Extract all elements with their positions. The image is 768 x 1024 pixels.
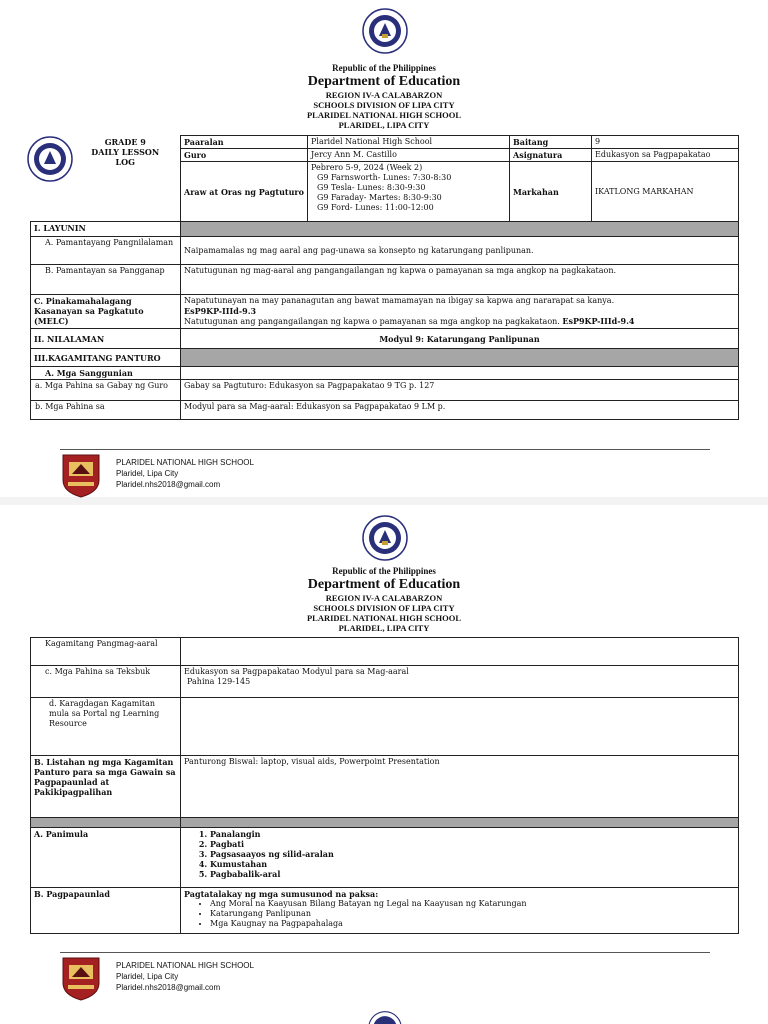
department-title: Department of Education xyxy=(307,577,461,592)
footer-divider xyxy=(60,449,710,450)
teksbuk-line1: Edukasyon sa Pagpapakatao Modyul para sa Mag-aaral xyxy=(184,667,409,676)
schedule-week: Pebrero 5-9, 2024 (Week 2) xyxy=(311,163,423,172)
gray-band xyxy=(181,222,739,237)
document-page-2 xyxy=(0,505,768,1024)
karagdagan-label: d. Karagdagan Kagamitan mula sa Portal ng Learning Resource xyxy=(31,698,181,756)
melc-line1: Napatutunayan na may pananagutan ang bawat mamamayan na ibigay sa kapwa ang nararapat sa kanya. xyxy=(184,296,615,305)
schedule-line: G9 Tesla- Lunes: 8:30-9:30 xyxy=(317,183,426,192)
division-text: SCHOOLS DIVISION OF LIPA CITY xyxy=(313,100,455,110)
next-page-seal-partial xyxy=(368,1011,402,1024)
pahina-label: b. Mga Pahina sa xyxy=(31,401,181,420)
letterhead xyxy=(0,565,768,633)
schedule-line: G9 Faraday- Martes: 8:30-9:30 xyxy=(317,193,442,202)
asignatura-label: Asignatura xyxy=(510,149,592,162)
nilalaman-value: Modyul 9: Katarungang Panlipunan xyxy=(181,329,739,349)
melc-line2: Natutugunan ang pangangailangan ng kapwa o pamayanan sa mga angkop na pagkakataon. xyxy=(184,317,560,326)
listahan-label: B. Listahan ng mga Kagamitan Panturo para sa mga Gawain sa Pagpapaunlad at Pakikipagpalihan xyxy=(31,756,181,818)
gray-band xyxy=(181,349,739,367)
paaralan-label: Paaralan xyxy=(181,136,308,149)
list-item: 3. Pagsasaayos ng silid-aralan xyxy=(210,849,735,859)
paaralan-value: Plaridel National High School xyxy=(308,136,510,149)
address-text: PLARIDEL, LIPA CITY xyxy=(338,120,430,130)
araw-label: Araw at Oras ng Pagtuturo xyxy=(181,162,308,222)
footer-email[interactable]: Plaridel.nhs2018@gmail.com xyxy=(116,480,221,489)
title-block-cell xyxy=(31,136,181,222)
baitang-value: 9 xyxy=(592,136,739,149)
region-text: REGION IV-A CALABARZON xyxy=(325,90,443,100)
school-footer xyxy=(60,452,360,502)
markahan-label: Markahan xyxy=(510,162,592,222)
lesson-log-table-page1 xyxy=(30,135,739,420)
nilalaman-label: II. NILALAMAN xyxy=(31,329,181,349)
school-text: PLARIDEL NATIONAL HIGH SCHOOL xyxy=(306,110,462,120)
gray-band xyxy=(31,818,181,828)
deped-seal-icon xyxy=(368,1011,402,1024)
letterhead xyxy=(0,62,768,130)
teksbuk-line2: Pahina 129-145 xyxy=(187,677,251,686)
list-item: 5. Pagbabalik-aral xyxy=(210,869,735,879)
footer-school: PLARIDEL NATIONAL HIGH SCHOOL xyxy=(116,961,254,970)
list-item: • Katarungang Panlipunan xyxy=(210,909,735,919)
department-title: Department of Education xyxy=(307,74,461,89)
footer-school: PLARIDEL NATIONAL HIGH SCHOOL xyxy=(116,458,254,467)
republic-text: Republic of the Philippines xyxy=(332,63,436,73)
deped-seal-icon xyxy=(362,515,408,561)
listahan-value: Panturong Biswal: laptop, visual aids, Powerpoint Presentation xyxy=(181,756,739,818)
school-logo-icon xyxy=(60,955,102,1001)
melc-code2: EsP9KP-IIId-9.4 xyxy=(562,316,635,326)
sanggunian-label: A. Mga Sanggunian xyxy=(31,367,181,380)
grade-label: GRADE 9 xyxy=(104,136,146,147)
school-footer xyxy=(60,955,360,1005)
pamantayang-label: A. Pamantayang Pangnilalaman xyxy=(31,237,181,265)
list-item: 4. Kumustahan xyxy=(210,859,735,869)
guro-label: Guro xyxy=(181,149,308,162)
araw-value xyxy=(308,162,510,222)
log-label: LOG xyxy=(115,156,135,167)
melc-value xyxy=(181,295,739,329)
melc-label: C. Pinakamahalagang Kasanayan sa Pagkatuto (MELC) xyxy=(31,295,181,329)
schedule-line: G9 Ford- Lunes: 11:00-12:00 xyxy=(317,203,434,212)
pamantayang-value: Naipamamalas ng mag aaral ang pag-unawa sa konsepto ng katarungang panlipunan. xyxy=(181,237,739,265)
division-text: SCHOOLS DIVISION OF LIPA CITY xyxy=(313,603,455,613)
melc-code1: EsP9KP-IIId-9.3 xyxy=(184,306,257,316)
deped-seal-small-icon xyxy=(27,136,73,182)
pagpapaunlad-list xyxy=(184,899,735,929)
empty-cell xyxy=(181,367,739,380)
guro-value: Jercy Ann M. Castillo xyxy=(308,149,510,162)
school-text: PLARIDEL NATIONAL HIGH SCHOOL xyxy=(306,613,462,623)
empty-cell xyxy=(181,638,739,666)
address-text: PLARIDEL, LIPA CITY xyxy=(338,623,430,633)
school-logo-icon xyxy=(60,452,102,498)
list-item: 2. Pagbati xyxy=(210,839,735,849)
pagpapaunlad-value xyxy=(181,888,739,934)
pagpapaunlad-heading: Pagtatalakay ng mga sumusunod na paksa: xyxy=(184,889,379,899)
footer-city: Plaridel, Lipa City xyxy=(116,469,179,478)
asignatura-value: Edukasyon sa Pagpapakatao xyxy=(592,149,739,162)
layunin-label: I. LAYUNIN xyxy=(31,222,181,237)
footer-divider xyxy=(60,952,710,953)
markahan-value: IKATLONG MARKAHAN xyxy=(592,162,739,222)
list-item: • Mga Kaugnay na Pagpapahalaga xyxy=(210,919,735,929)
pamantayan-pag-label: B. Pamantayan sa Pangganap xyxy=(31,265,181,295)
baitang-label: Baitang xyxy=(510,136,592,149)
teksbuk-label: c. Mga Pahina sa Teksbuk xyxy=(31,666,181,698)
pahina-value: Modyul para sa Mag-aaral: Edukasyon sa Pagpapakatao 9 LM p. xyxy=(181,401,739,420)
teksbuk-value xyxy=(181,666,739,698)
deped-seal-icon xyxy=(362,8,408,54)
gabay-value: Gabay sa Pagtuturo: Edukasyon sa Pagpapakatao 9 TG p. 127 xyxy=(181,380,739,401)
panimula-list xyxy=(184,829,735,879)
lesson-log-table-page2 xyxy=(30,637,739,934)
panimula-label: A. Panimula xyxy=(31,828,181,888)
list-item: 1. Panalangin xyxy=(210,829,735,839)
footer-city: Plaridel, Lipa City xyxy=(116,972,179,981)
pagpapaunlad-label: B. Pagpapaunlad xyxy=(31,888,181,934)
pamantayan-pag-value: Natutugunan ng mag-aaral ang pangangailangan ng kapwa o pamayanan sa mga angkop na pagkakataon. xyxy=(181,265,739,295)
empty-cell xyxy=(181,698,739,756)
region-text: REGION IV-A CALABARZON xyxy=(325,593,443,603)
list-item: • Ang Moral na Kaayusan Bilang Batayan ng Legal na Kaayusan ng Katarungan xyxy=(210,899,735,909)
daily-lesson-label: DAILY LESSON xyxy=(91,146,160,157)
republic-text: Republic of the Philippines xyxy=(332,566,436,576)
schedule-line: G9 Farnsworth- Lunes: 7:30-8:30 xyxy=(317,173,452,182)
document-page-1 xyxy=(0,0,768,497)
footer-email[interactable]: Plaridel.nhs2018@gmail.com xyxy=(116,983,221,992)
panimula-value xyxy=(181,828,739,888)
kagamitan-label: III.KAGAMITANG PANTURO xyxy=(31,349,181,367)
kagamitang-label: Kagamitang Pangmag-aaral xyxy=(31,638,181,666)
gray-band xyxy=(181,818,739,828)
gabay-label: a. Mga Pahina sa Gabay ng Guro xyxy=(31,380,181,401)
